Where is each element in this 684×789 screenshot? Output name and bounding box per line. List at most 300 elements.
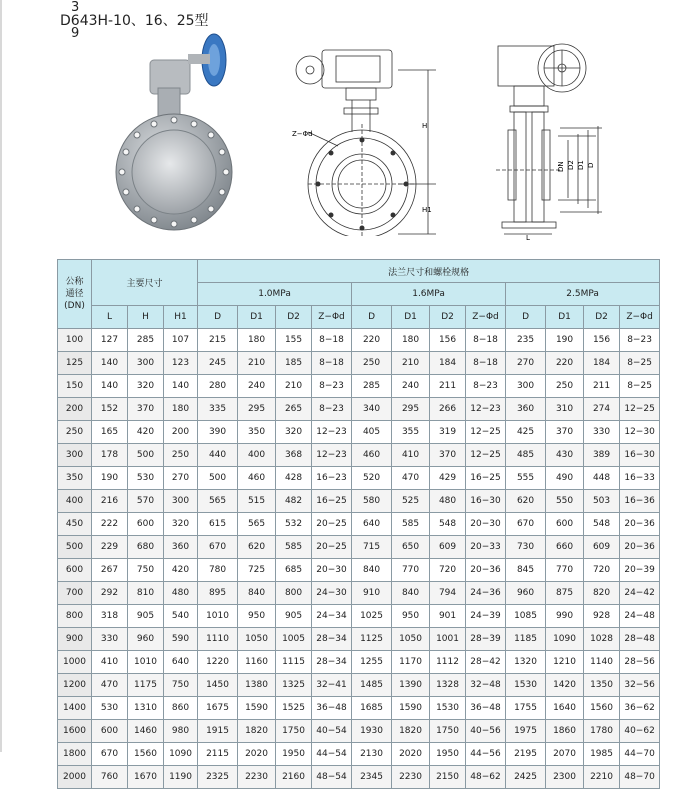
table-cell: 184 <box>430 352 466 375</box>
table-cell: 1640 <box>546 697 584 720</box>
model-text: 643H-10、16、25型 <box>70 13 209 29</box>
dn-cell: 900 <box>58 628 92 651</box>
table-row <box>58 536 660 559</box>
table-cell: 2115 <box>198 743 238 766</box>
table-cell: 1115 <box>276 651 312 674</box>
table-cell: 810 <box>128 582 164 605</box>
table-cell: 1140 <box>584 651 620 674</box>
table-row <box>58 490 660 513</box>
table-cell: 1160 <box>238 651 276 674</box>
table-cell: 16−33 <box>620 467 660 490</box>
table-cell: 525 <box>392 490 430 513</box>
table-cell: 410 <box>92 651 128 674</box>
table-cell: 32−41 <box>312 674 352 697</box>
table-cell: 670 <box>92 743 128 766</box>
table-cell: 548 <box>430 513 466 536</box>
table-cell: 8−23 <box>312 375 352 398</box>
table-cell: 319 <box>430 421 466 444</box>
table-cell: 340 <box>352 398 392 421</box>
dn-cell: 500 <box>58 536 92 559</box>
table-cell: 565 <box>198 490 238 513</box>
table-cell: 905 <box>276 605 312 628</box>
table-cell: 720 <box>584 559 620 582</box>
table-cell: 980 <box>164 720 198 743</box>
table-cell: 16−30 <box>620 444 660 467</box>
table-cell: 12−30 <box>620 421 660 444</box>
table-cell: 500 <box>198 467 238 490</box>
table-cell: 190 <box>92 467 128 490</box>
table-cell: 2425 <box>506 766 546 789</box>
table-cell: 1985 <box>584 743 620 766</box>
table-cell: 360 <box>506 398 546 421</box>
table-cell: 12−23 <box>312 421 352 444</box>
table-cell: 2160 <box>276 766 312 789</box>
table-row <box>58 329 660 352</box>
table-cell: 800 <box>276 582 312 605</box>
table-cell: 28−48 <box>620 628 660 651</box>
dn-header-line: (DN) <box>64 301 85 311</box>
dn-cell: 350 <box>58 467 92 490</box>
table-row <box>58 605 660 628</box>
table-row <box>58 674 660 697</box>
table-cell: 540 <box>164 605 198 628</box>
dn-cell: 700 <box>58 582 92 605</box>
flange-header: 法兰尺寸和螺栓规格 <box>198 260 660 283</box>
table-cell: 270 <box>164 467 198 490</box>
table-cell: 370 <box>128 398 164 421</box>
table-cell: 165 <box>92 421 128 444</box>
table-cell: 1590 <box>392 697 430 720</box>
label-d2: D2 <box>567 160 575 170</box>
table-cell: 44−70 <box>620 743 660 766</box>
table-cell: 670 <box>198 536 238 559</box>
table-cell: 285 <box>128 329 164 352</box>
table-cell: 780 <box>198 559 238 582</box>
model-main <box>60 15 209 27</box>
table-cell: 1525 <box>276 697 312 720</box>
table-row <box>58 651 660 674</box>
table-cell: 1112 <box>430 651 466 674</box>
table-cell: 127 <box>92 329 128 352</box>
table-cell: 368 <box>276 444 312 467</box>
dn-header-line: 通径 <box>65 289 84 299</box>
table-cell: 585 <box>392 513 430 536</box>
table-cell: 600 <box>92 720 128 743</box>
table-cell: 2150 <box>430 766 466 789</box>
table-cell: 24−42 <box>620 582 660 605</box>
table-cell: 460 <box>352 444 392 467</box>
table-cell: 267 <box>92 559 128 582</box>
table-cell: 156 <box>584 329 620 352</box>
table-cell: 152 <box>92 398 128 421</box>
table-cell: 2325 <box>198 766 238 789</box>
table-cell: 1050 <box>238 628 276 651</box>
table-cell: 1310 <box>128 697 164 720</box>
table-cell: 370 <box>546 421 584 444</box>
table-cell: 40−56 <box>466 720 506 743</box>
table-cell: 640 <box>164 651 198 674</box>
table-cell: 820 <box>584 582 620 605</box>
table-cell: 620 <box>506 490 546 513</box>
table-cell: 1860 <box>546 720 584 743</box>
dn-cell: 150 <box>58 375 92 398</box>
table-cell: 24−48 <box>620 605 660 628</box>
page-edge-line <box>0 0 2 752</box>
table-cell: 350 <box>238 421 276 444</box>
table-row <box>58 559 660 582</box>
table-cell: 620 <box>238 536 276 559</box>
column-header: D1 <box>546 306 584 329</box>
table-cell: 609 <box>430 536 466 559</box>
table-cell: 1325 <box>276 674 312 697</box>
table-row <box>58 766 660 789</box>
table-cell: 615 <box>198 513 238 536</box>
table-cell: 320 <box>164 513 198 536</box>
table-cell: 28−34 <box>312 651 352 674</box>
table-cell: 20−36 <box>620 536 660 559</box>
table-cell: 8−18 <box>312 329 352 352</box>
table-cell: 48−54 <box>312 766 352 789</box>
table-cell: 480 <box>164 582 198 605</box>
table-cell: 470 <box>92 674 128 697</box>
table-cell: 840 <box>238 582 276 605</box>
table-cell: 28−34 <box>312 628 352 651</box>
table-cell: 320 <box>128 375 164 398</box>
table-cell: 20−30 <box>312 559 352 582</box>
table-cell: 590 <box>164 628 198 651</box>
table-row <box>58 628 660 651</box>
table-cell: 1185 <box>506 628 546 651</box>
table-cell: 490 <box>546 467 584 490</box>
table-cell: 1190 <box>164 766 198 789</box>
dn-cell: 100 <box>58 329 92 352</box>
table-cell: 220 <box>546 352 584 375</box>
table-cell: 28−42 <box>466 651 506 674</box>
table-cell: 240 <box>238 375 276 398</box>
table-cell: 500 <box>128 444 164 467</box>
table-cell: 12−25 <box>466 444 506 467</box>
table-cell: 1670 <box>128 766 164 789</box>
table-cell: 910 <box>352 582 392 605</box>
table-cell: 190 <box>546 329 584 352</box>
column-header: D2 <box>584 306 620 329</box>
table-cell: 1820 <box>238 720 276 743</box>
table-cell: 1530 <box>430 697 466 720</box>
table-cell: 250 <box>546 375 584 398</box>
dn-cell: 450 <box>58 513 92 536</box>
table-cell: 330 <box>92 628 128 651</box>
main-dim-header: 主要尺寸 <box>92 260 198 306</box>
column-header: D1 <box>392 306 430 329</box>
table-cell: 16−23 <box>312 467 352 490</box>
table-cell: 1675 <box>198 697 238 720</box>
table-cell: 240 <box>392 375 430 398</box>
table-cell: 140 <box>92 352 128 375</box>
table-cell: 28−56 <box>620 651 660 674</box>
dn-cell: 1400 <box>58 697 92 720</box>
table-cell: 1025 <box>352 605 392 628</box>
table-cell: 1950 <box>430 743 466 766</box>
table-cell: 211 <box>430 375 466 398</box>
table-row <box>58 467 660 490</box>
table-cell: 1915 <box>198 720 238 743</box>
column-header: D2 <box>430 306 466 329</box>
table-cell: 40−62 <box>620 720 660 743</box>
label-z-phi-d: Z−Φd <box>292 130 313 138</box>
label-d1: D1 <box>577 160 585 170</box>
table-row <box>58 697 660 720</box>
table-cell: 8−18 <box>466 329 506 352</box>
table-cell: 1590 <box>238 697 276 720</box>
table-cell: 36−48 <box>312 697 352 720</box>
table-cell: 660 <box>546 536 584 559</box>
table-cell: 460 <box>238 467 276 490</box>
table-cell: 1090 <box>164 743 198 766</box>
table-cell: 760 <box>92 766 128 789</box>
table-cell: 210 <box>276 375 312 398</box>
table-cell: 8−25 <box>620 352 660 375</box>
table-cell: 600 <box>546 513 584 536</box>
table-cell: 8−23 <box>312 398 352 421</box>
header-row-1 <box>58 260 660 283</box>
table-cell: 300 <box>506 375 546 398</box>
table-row <box>58 398 660 421</box>
table-cell: 16−36 <box>620 490 660 513</box>
table-cell: 1685 <box>352 697 392 720</box>
table-cell: 840 <box>392 582 430 605</box>
table-cell: 905 <box>128 605 164 628</box>
label-h: H <box>422 122 428 130</box>
table-cell: 1560 <box>584 697 620 720</box>
dn-cell: 300 <box>58 444 92 467</box>
table-cell: 1255 <box>352 651 392 674</box>
table-cell: 210 <box>392 352 430 375</box>
table-cell: 389 <box>584 444 620 467</box>
table-cell: 250 <box>352 352 392 375</box>
dn-cell: 200 <box>58 398 92 421</box>
table-row <box>58 421 660 444</box>
table-cell: 123 <box>164 352 198 375</box>
label-h1: H1 <box>422 206 432 214</box>
table-row <box>58 720 660 743</box>
table-cell: 600 <box>128 513 164 536</box>
table-cell: 12−23 <box>466 398 506 421</box>
valve-photo <box>112 32 242 232</box>
column-header: H <box>128 306 164 329</box>
table-cell: 24−36 <box>466 582 506 605</box>
column-header: L <box>92 306 128 329</box>
table-cell: 585 <box>276 536 312 559</box>
table-cell: 2020 <box>238 743 276 766</box>
table-cell: 1350 <box>584 674 620 697</box>
table-cell: 2195 <box>506 743 546 766</box>
table-cell: 895 <box>198 582 238 605</box>
table-cell: 420 <box>128 421 164 444</box>
table-cell: 295 <box>238 398 276 421</box>
table-cell: 520 <box>352 467 392 490</box>
table-cell: 8−25 <box>620 375 660 398</box>
table-cell: 715 <box>352 536 392 559</box>
table-cell: 565 <box>238 513 276 536</box>
table-cell: 318 <box>92 605 128 628</box>
table-cell: 1010 <box>198 605 238 628</box>
table-cell: 1750 <box>276 720 312 743</box>
table-cell: 8−23 <box>620 329 660 352</box>
table-cell: 274 <box>584 398 620 421</box>
table-cell: 180 <box>238 329 276 352</box>
table-cell: 300 <box>164 490 198 513</box>
dn-cell: 1000 <box>58 651 92 674</box>
table-cell: 20−36 <box>466 559 506 582</box>
table-cell: 20−39 <box>620 559 660 582</box>
table-cell: 750 <box>128 559 164 582</box>
column-header: Z−Φd <box>620 306 660 329</box>
table-cell: 310 <box>546 398 584 421</box>
table-cell: 12−25 <box>620 398 660 421</box>
dn-cell: 250 <box>58 421 92 444</box>
model-subscript: 9 <box>71 26 80 41</box>
table-cell: 680 <box>128 536 164 559</box>
table-cell: 750 <box>164 674 198 697</box>
table-cell: 725 <box>238 559 276 582</box>
table-cell: 12−23 <box>312 444 352 467</box>
table-cell: 485 <box>506 444 546 467</box>
table-cell: 215 <box>198 329 238 352</box>
table-cell: 16−25 <box>312 490 352 513</box>
model-superscript: 3 <box>71 0 80 15</box>
table-cell: 503 <box>584 490 620 513</box>
table-cell: 250 <box>164 444 198 467</box>
table-cell: 1028 <box>584 628 620 651</box>
table-cell: 928 <box>584 605 620 628</box>
table-cell: 2070 <box>546 743 584 766</box>
dn-cell: 1200 <box>58 674 92 697</box>
table-cell: 1950 <box>276 743 312 766</box>
table-cell: 1170 <box>392 651 430 674</box>
table-cell: 685 <box>276 559 312 582</box>
table-cell: 285 <box>352 375 392 398</box>
table-cell: 1780 <box>584 720 620 743</box>
table-cell: 840 <box>352 559 392 582</box>
table-cell: 1125 <box>352 628 392 651</box>
table-cell: 32−56 <box>620 674 660 697</box>
dn-cell: 600 <box>58 559 92 582</box>
table-cell: 184 <box>584 352 620 375</box>
table-cell: 222 <box>92 513 128 536</box>
table-cell: 20−33 <box>466 536 506 559</box>
table-cell: 430 <box>546 444 584 467</box>
pressure-header: 2.5MPa <box>506 283 660 306</box>
table-cell: 330 <box>584 421 620 444</box>
table-cell: 1755 <box>506 697 546 720</box>
table-row <box>58 582 660 605</box>
label-d: D <box>587 162 595 168</box>
table-row <box>58 375 660 398</box>
table-cell: 24−30 <box>312 582 352 605</box>
table-cell: 420 <box>164 559 198 582</box>
table-cell: 44−56 <box>466 743 506 766</box>
dn-cell: 1600 <box>58 720 92 743</box>
table-cell: 12−25 <box>466 421 506 444</box>
spec-table <box>57 259 660 789</box>
table-cell: 550 <box>546 490 584 513</box>
table-cell: 960 <box>506 582 546 605</box>
table-cell: 470 <box>392 467 430 490</box>
table-cell: 580 <box>352 490 392 513</box>
table-cell: 265 <box>276 398 312 421</box>
header-row-3 <box>58 306 660 329</box>
table-cell: 1420 <box>546 674 584 697</box>
table-cell: 1320 <box>506 651 546 674</box>
table-cell: 229 <box>92 536 128 559</box>
table-cell: 482 <box>276 490 312 513</box>
table-cell: 1220 <box>198 651 238 674</box>
table-cell: 1085 <box>506 605 546 628</box>
column-header: Z−Φd <box>312 306 352 329</box>
table-cell: 2130 <box>352 743 392 766</box>
table-cell: 720 <box>430 559 466 582</box>
table-cell: 1010 <box>128 651 164 674</box>
table-row <box>58 444 660 467</box>
table-cell: 950 <box>392 605 430 628</box>
table-cell: 425 <box>506 421 546 444</box>
table-cell: 2300 <box>546 766 584 789</box>
dn-header-line: 公称 <box>65 277 84 287</box>
table-cell: 1110 <box>198 628 238 651</box>
table-cell: 845 <box>506 559 546 582</box>
table-cell: 429 <box>430 467 466 490</box>
table-cell: 875 <box>546 582 584 605</box>
table-cell: 990 <box>546 605 584 628</box>
table-cell: 2020 <box>392 743 430 766</box>
table-cell: 140 <box>164 375 198 398</box>
table-cell: 390 <box>198 421 238 444</box>
table-cell: 355 <box>392 421 430 444</box>
table-cell: 530 <box>128 467 164 490</box>
table-cell: 530 <box>92 697 128 720</box>
side-view-drawing <box>492 40 612 240</box>
table-cell: 440 <box>198 444 238 467</box>
table-cell: 650 <box>392 536 430 559</box>
dn-header <box>58 260 92 329</box>
table-cell: 178 <box>92 444 128 467</box>
table-cell: 16−25 <box>466 467 506 490</box>
table-cell: 1380 <box>238 674 276 697</box>
table-cell: 1175 <box>128 674 164 697</box>
table-cell: 609 <box>584 536 620 559</box>
dn-cell: 800 <box>58 605 92 628</box>
table-cell: 40−54 <box>312 720 352 743</box>
table-cell: 1005 <box>276 628 312 651</box>
table-cell: 670 <box>506 513 546 536</box>
table-cell: 1975 <box>506 720 546 743</box>
table-cell: 28−39 <box>466 628 506 651</box>
table-cell: 2210 <box>584 766 620 789</box>
table-cell: 1460 <box>128 720 164 743</box>
table-cell: 8−23 <box>466 375 506 398</box>
table-body <box>58 329 660 789</box>
table-cell: 8−18 <box>466 352 506 375</box>
table-cell: 1390 <box>392 674 430 697</box>
pressure-header: 1.0MPa <box>198 283 352 306</box>
table-cell: 1001 <box>430 628 466 651</box>
table-cell: 270 <box>506 352 546 375</box>
table-cell: 36−48 <box>466 697 506 720</box>
table-cell: 370 <box>430 444 466 467</box>
table-cell: 210 <box>238 352 276 375</box>
pressure-header: 1.6MPa <box>352 283 506 306</box>
table-cell: 2345 <box>352 766 392 789</box>
